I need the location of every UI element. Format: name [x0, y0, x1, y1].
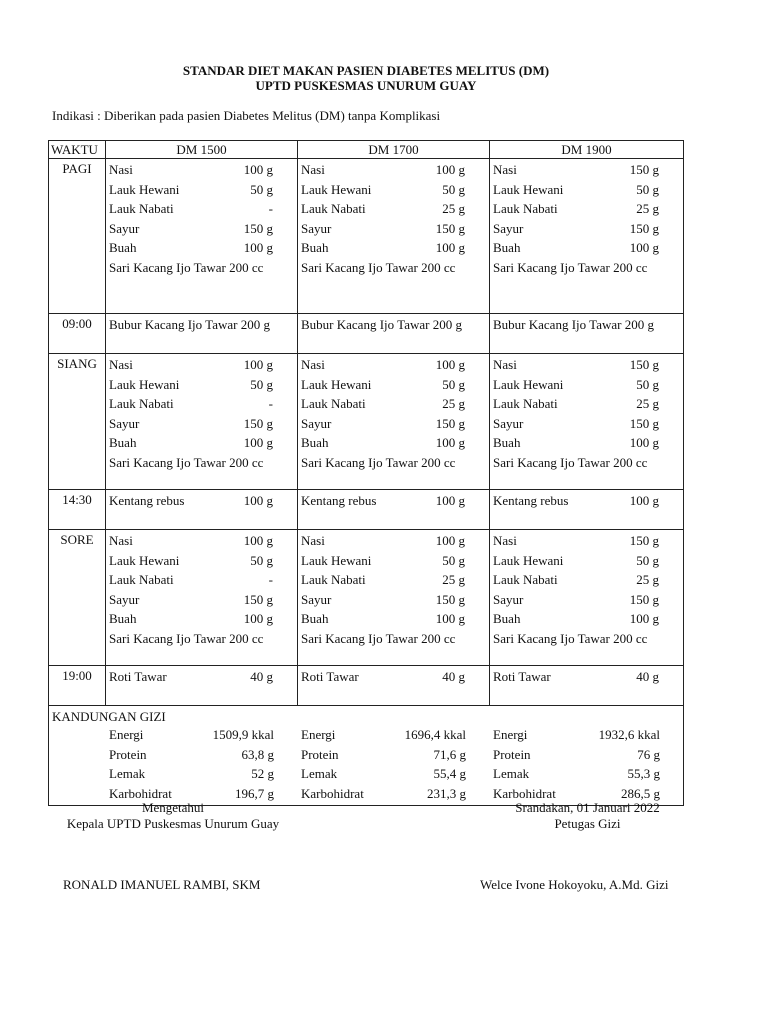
menu-item-quantity: 150 g	[629, 533, 659, 548]
menu-item-name: Sari Kacang Ijo Tawar 200 cc	[493, 454, 648, 470]
menu-item-quantity: 50 g	[636, 181, 659, 197]
menu-item-name: Lauk Hewani	[493, 181, 564, 197]
menu-item-name: Lauk Hewani	[493, 552, 564, 568]
gizi-cell-dm1500	[106, 726, 298, 804]
menu-item-quantity: 100 g	[435, 435, 465, 450]
menu-item	[493, 376, 683, 396]
menu-item	[109, 726, 298, 746]
menu-item	[109, 161, 297, 181]
waktu-cell: 09:00	[49, 314, 106, 354]
menu-item	[301, 668, 489, 688]
menu-item-name: Roti Tawar	[109, 669, 167, 684]
table-row	[49, 530, 684, 666]
menu-item-quantity: 1932,6 kkal	[598, 727, 660, 742]
menu-item	[493, 220, 683, 240]
menu-item	[301, 376, 489, 396]
table-row	[49, 666, 684, 706]
menu-item-quantity: 50 g	[250, 376, 273, 392]
menu-item-quantity: 100 g	[435, 533, 465, 548]
menu-item-quantity: 40 g	[442, 669, 465, 684]
menu-item-quantity: 100 g	[243, 533, 273, 548]
menu-item-name: Energi	[493, 727, 528, 742]
menu-item	[109, 316, 297, 336]
menu-item-quantity: 100 g	[243, 162, 273, 177]
menu-item-quantity: 150 g	[243, 220, 273, 236]
menu-item-name: Sari Kacang Ijo Tawar 200 cc	[109, 259, 264, 275]
menu-item-name: Energi	[301, 727, 336, 742]
menu-item-name: Bubur Kacang Ijo Tawar 200 g	[109, 317, 270, 332]
menu-item-name: Karbohidrat	[109, 785, 172, 801]
header-waktu: WAKTU	[49, 141, 106, 159]
menu-item	[301, 726, 490, 746]
menu-item	[109, 200, 297, 220]
menu-item-quantity: 52 g	[251, 766, 274, 781]
menu-cell-dm1900	[490, 666, 684, 706]
menu-item	[301, 356, 489, 376]
menu-item	[109, 434, 297, 454]
menu-item	[493, 746, 684, 766]
menu-item	[109, 259, 297, 279]
menu-item-quantity: -	[268, 396, 273, 411]
menu-item-name: Sayur	[301, 220, 332, 236]
menu-item-quantity: 100 g	[629, 435, 659, 450]
menu-item-quantity: 100 g	[243, 493, 273, 508]
menu-item	[493, 591, 683, 611]
menu-item	[109, 492, 297, 512]
menu-item	[301, 785, 490, 805]
menu-item-name: Lauk Hewani	[301, 376, 372, 392]
menu-item-name: Lauk Hewani	[109, 181, 180, 197]
menu-item-quantity: 50 g	[250, 181, 273, 197]
menu-item-name: Lauk Hewani	[493, 376, 564, 392]
menu-item-quantity: 1509,9 kkal	[212, 727, 274, 742]
menu-item	[301, 591, 489, 611]
menu-item	[109, 746, 298, 766]
menu-item	[301, 552, 489, 572]
menu-item	[109, 220, 297, 240]
menu-item	[301, 532, 489, 552]
menu-item-quantity: 50 g	[442, 376, 465, 392]
menu-item	[301, 415, 489, 435]
menu-item-name: Protein	[493, 746, 531, 762]
menu-item-name: Sari Kacang Ijo Tawar 200 cc	[493, 259, 648, 275]
waktu-cell: 14:30	[49, 490, 106, 530]
menu-item-name: Kentang rebus	[301, 493, 377, 508]
menu-item-quantity: -	[268, 201, 273, 216]
menu-item	[493, 316, 683, 336]
menu-item-quantity: 25 g	[442, 201, 465, 216]
menu-item-name: Lauk Hewani	[301, 181, 372, 197]
menu-item-quantity: 150 g	[435, 415, 465, 431]
header-dm1500: DM 1500	[106, 141, 298, 159]
menu-item	[301, 220, 489, 240]
menu-item	[109, 356, 297, 376]
menu-item-quantity: 100 g	[243, 240, 273, 255]
menu-cell-dm1500	[106, 530, 298, 666]
menu-item	[301, 765, 490, 785]
menu-item	[493, 532, 683, 552]
menu-item	[301, 571, 489, 591]
menu-item-name: Sayur	[301, 415, 332, 431]
menu-item-name: Lauk Nabati	[301, 572, 366, 587]
document-title: STANDAR DIET MAKAN PASIEN DIABETES MELITUS (DM)	[182, 63, 550, 78]
menu-cell-dm1900	[490, 530, 684, 666]
menu-cell-dm1500	[106, 354, 298, 490]
menu-item-name: Sari Kacang Ijo Tawar 200 cc	[493, 630, 648, 646]
menu-item	[301, 434, 489, 454]
menu-item-name: Karbohidrat	[301, 785, 364, 801]
menu-item	[493, 395, 683, 415]
menu-item	[109, 415, 297, 435]
menu-item	[493, 161, 683, 181]
diet-table	[48, 140, 684, 806]
menu-cell-dm1900	[490, 490, 684, 530]
menu-item-quantity: 25 g	[442, 396, 465, 411]
menu-cell-dm1700	[298, 530, 490, 666]
menu-item	[109, 181, 297, 201]
menu-item-name: Buah	[493, 611, 521, 626]
menu-item	[301, 200, 489, 220]
menu-cell-dm1700	[298, 314, 490, 354]
menu-cell-dm1900	[490, 159, 684, 314]
menu-item	[301, 316, 489, 336]
menu-item-name: Bubur Kacang Ijo Tawar 200 g	[301, 317, 462, 332]
menu-item-name: Sari Kacang Ijo Tawar 200 cc	[301, 454, 456, 470]
menu-item-quantity: 150 g	[629, 415, 659, 431]
menu-item-name: Roti Tawar	[301, 669, 359, 684]
menu-item	[301, 492, 489, 512]
table-body	[49, 159, 684, 806]
menu-item	[493, 454, 683, 474]
table-row	[49, 354, 684, 490]
menu-item-name: Buah	[301, 611, 329, 626]
menu-item-name: Lemak	[109, 766, 146, 781]
menu-item-quantity: 100 g	[435, 357, 465, 372]
menu-item-name: Sayur	[301, 591, 332, 607]
menu-item	[493, 200, 683, 220]
signature-right-name: Welce Ivone Hokoyoku, A.Md. Gizi	[480, 877, 669, 892]
menu-cell-dm1900	[490, 314, 684, 354]
menu-item-name: Sari Kacang Ijo Tawar 200 cc	[109, 454, 264, 470]
header-dm1700: DM 1700	[298, 141, 490, 159]
menu-item	[493, 259, 683, 279]
menu-item-quantity: 50 g	[442, 552, 465, 568]
menu-item-quantity: 25 g	[442, 572, 465, 587]
menu-item-name: Kentang rebus	[109, 493, 185, 508]
menu-item	[301, 454, 489, 474]
menu-item-name: Lauk Nabati	[493, 201, 558, 216]
menu-item-name: Sayur	[493, 220, 524, 236]
menu-item	[493, 356, 683, 376]
menu-item-name: Nasi	[301, 533, 325, 548]
menu-item-quantity: 50 g	[636, 376, 659, 392]
gizi-cell-dm1900	[490, 726, 684, 804]
menu-item-quantity: 150 g	[629, 162, 659, 177]
menu-item-quantity: 100 g	[629, 611, 659, 626]
menu-item	[109, 454, 297, 474]
menu-item-quantity: 286,5 g	[621, 785, 660, 801]
menu-item-quantity: 1696,4 kkal	[404, 727, 466, 742]
menu-item	[109, 552, 297, 572]
menu-item	[493, 726, 684, 746]
table-header-row	[49, 141, 684, 159]
menu-cell-dm1700	[298, 666, 490, 706]
menu-item-name: Buah	[493, 240, 521, 255]
menu-item	[109, 630, 297, 650]
menu-item-name: Nasi	[301, 357, 325, 372]
menu-item-quantity: 55,3 g	[627, 766, 660, 781]
menu-item-quantity: 100 g	[435, 240, 465, 255]
menu-item-name: Buah	[493, 435, 521, 450]
header-dm1900: DM 1900	[490, 141, 684, 159]
menu-item-quantity: 150 g	[435, 591, 465, 607]
menu-item-name: Lauk Nabati	[109, 396, 174, 411]
menu-item-name: Lauk Hewani	[109, 552, 180, 568]
menu-item-quantity: 196,7 g	[235, 785, 274, 801]
menu-item	[109, 376, 297, 396]
menu-cell-dm1500	[106, 490, 298, 530]
menu-item-name: Nasi	[493, 357, 517, 372]
signature-right	[480, 800, 695, 832]
waktu-cell: PAGI	[49, 159, 106, 314]
menu-item	[493, 668, 683, 688]
menu-item-quantity: 25 g	[636, 396, 659, 411]
menu-item-quantity: 63,8 g	[241, 746, 274, 762]
menu-item-name: Buah	[109, 611, 137, 626]
menu-item	[493, 552, 683, 572]
menu-cell-dm1700	[298, 159, 490, 314]
menu-item-quantity: 40 g	[250, 669, 273, 684]
menu-item-name: Nasi	[109, 357, 133, 372]
menu-item	[301, 181, 489, 201]
menu-item-quantity: 100 g	[629, 493, 659, 508]
gizi-grid	[49, 726, 683, 804]
menu-item-quantity: 50 g	[250, 552, 273, 568]
menu-item-quantity: 231,3 g	[427, 785, 466, 801]
menu-item-quantity: 100 g	[243, 435, 273, 450]
menu-item-name: Nasi	[493, 533, 517, 548]
menu-item	[493, 415, 683, 435]
menu-item	[109, 668, 297, 688]
menu-item-name: Lauk Nabati	[493, 572, 558, 587]
menu-item-name: Lauk Nabati	[109, 572, 174, 587]
menu-item-quantity: 50 g	[442, 181, 465, 197]
menu-item-quantity: 100 g	[435, 493, 465, 508]
signature-right-line2: Petugas Gizi	[554, 816, 621, 831]
menu-item-name: Lauk Nabati	[109, 201, 174, 216]
table-row	[49, 314, 684, 354]
menu-item-name: Sayur	[493, 415, 524, 431]
menu-item	[109, 610, 297, 630]
table-row	[49, 159, 684, 314]
menu-item-name: Bubur Kacang Ijo Tawar 200 g	[493, 317, 654, 332]
menu-item-name: Roti Tawar	[493, 669, 551, 684]
menu-item-quantity: 150 g	[243, 415, 273, 431]
menu-item-quantity: 100 g	[243, 611, 273, 626]
menu-item-name: Lemak	[493, 766, 530, 781]
menu-item-name: Sari Kacang Ijo Tawar 200 cc	[301, 259, 456, 275]
menu-item	[493, 181, 683, 201]
menu-item-quantity: 71,6 g	[433, 746, 466, 762]
menu-item-quantity: 76 g	[637, 746, 660, 762]
menu-item	[493, 239, 683, 259]
menu-cell-dm1700	[298, 354, 490, 490]
menu-item-quantity: 25 g	[636, 201, 659, 216]
menu-cell-dm1500	[106, 314, 298, 354]
menu-item-quantity: 100 g	[243, 357, 273, 372]
menu-item	[109, 239, 297, 259]
menu-item-quantity: 150 g	[629, 357, 659, 372]
menu-item-name: Nasi	[493, 162, 517, 177]
waktu-cell: SIANG	[49, 354, 106, 490]
gizi-spacer	[49, 726, 106, 804]
menu-item	[301, 746, 490, 766]
menu-item	[301, 630, 489, 650]
menu-item-name: Buah	[109, 240, 137, 255]
menu-item-name: Sayur	[109, 415, 140, 431]
menu-item-name: Nasi	[109, 162, 133, 177]
signature-left-name: RONALD IMANUEL RAMBI, SKM	[63, 877, 261, 892]
menu-item-quantity: 100 g	[629, 240, 659, 255]
menu-item-name: Lauk Hewani	[109, 376, 180, 392]
menu-item-quantity: 25 g	[636, 572, 659, 587]
gizi-row	[49, 706, 684, 806]
menu-item-name: Lauk Nabati	[493, 396, 558, 411]
menu-item-quantity: 150 g	[243, 591, 273, 607]
menu-cell-dm1900	[490, 354, 684, 490]
signature-left-line1: Mengetahui	[141, 800, 205, 815]
menu-item-name: Lauk Hewani	[301, 552, 372, 568]
menu-item-name: Protein	[109, 746, 147, 762]
menu-item-name: Sari Kacang Ijo Tawar 200 cc	[301, 630, 456, 646]
menu-item	[109, 532, 297, 552]
menu-item	[493, 610, 683, 630]
menu-item-name: Sari Kacang Ijo Tawar 200 cc	[109, 630, 264, 646]
menu-item	[301, 239, 489, 259]
menu-item	[109, 571, 297, 591]
gizi-cell-dm1700	[298, 726, 490, 804]
menu-item	[109, 765, 298, 785]
signature-left	[48, 800, 298, 832]
menu-item-quantity: 55,4 g	[433, 766, 466, 781]
document-subtitle: UPTD PUSKESMAS UNURUM GUAY	[255, 78, 477, 93]
menu-item	[301, 161, 489, 181]
menu-item	[109, 395, 297, 415]
menu-item-quantity: 50 g	[636, 552, 659, 568]
menu-item	[493, 571, 683, 591]
menu-item	[301, 259, 489, 279]
menu-item-name: Energi	[109, 727, 144, 742]
menu-cell-dm1700	[298, 490, 490, 530]
gizi-label: KANDUNGAN GIZI	[52, 709, 166, 724]
menu-item-name: Buah	[301, 240, 329, 255]
menu-item-quantity: 40 g	[636, 669, 659, 684]
menu-item-name: Karbohidrat	[493, 785, 556, 801]
menu-item-name: Nasi	[301, 162, 325, 177]
menu-item-name: Buah	[109, 435, 137, 450]
menu-item	[301, 610, 489, 630]
table-row	[49, 490, 684, 530]
menu-item-name: Sayur	[493, 591, 524, 607]
menu-item-name: Buah	[301, 435, 329, 450]
menu-item-name: Kentang rebus	[493, 493, 569, 508]
menu-item-name: Sayur	[109, 220, 140, 236]
menu-item-quantity: 150 g	[629, 591, 659, 607]
gizi-section	[49, 706, 684, 806]
menu-item-name: Lauk Nabati	[301, 396, 366, 411]
signature-left-line2: Kepala UPTD Puskesmas Unurum Guay	[66, 816, 280, 831]
menu-item	[493, 765, 684, 785]
menu-item	[109, 591, 297, 611]
menu-item-quantity: 100 g	[435, 611, 465, 626]
menu-item-quantity: 150 g	[435, 220, 465, 236]
menu-item-name: Lemak	[301, 766, 338, 781]
menu-item	[493, 492, 683, 512]
waktu-cell: 19:00	[49, 666, 106, 706]
menu-cell-dm1500	[106, 159, 298, 314]
indikasi-text: Indikasi : Diberikan pada pasien Diabetes Melitus (DM) tanpa Komplikasi	[52, 108, 441, 123]
menu-item	[493, 434, 683, 454]
menu-cell-dm1500	[106, 666, 298, 706]
menu-item-name: Protein	[301, 746, 339, 762]
menu-item-name: Sayur	[109, 591, 140, 607]
menu-item-quantity: 150 g	[629, 220, 659, 236]
menu-item-name: Lauk Nabati	[301, 201, 366, 216]
menu-item-quantity: -	[268, 572, 273, 587]
waktu-cell: SORE	[49, 530, 106, 666]
menu-item-name: Nasi	[109, 533, 133, 548]
menu-item	[301, 395, 489, 415]
menu-item-quantity: 100 g	[435, 162, 465, 177]
menu-item	[493, 630, 683, 650]
signature-right-line1: Srandakan, 01 Januari 2022	[515, 800, 660, 815]
